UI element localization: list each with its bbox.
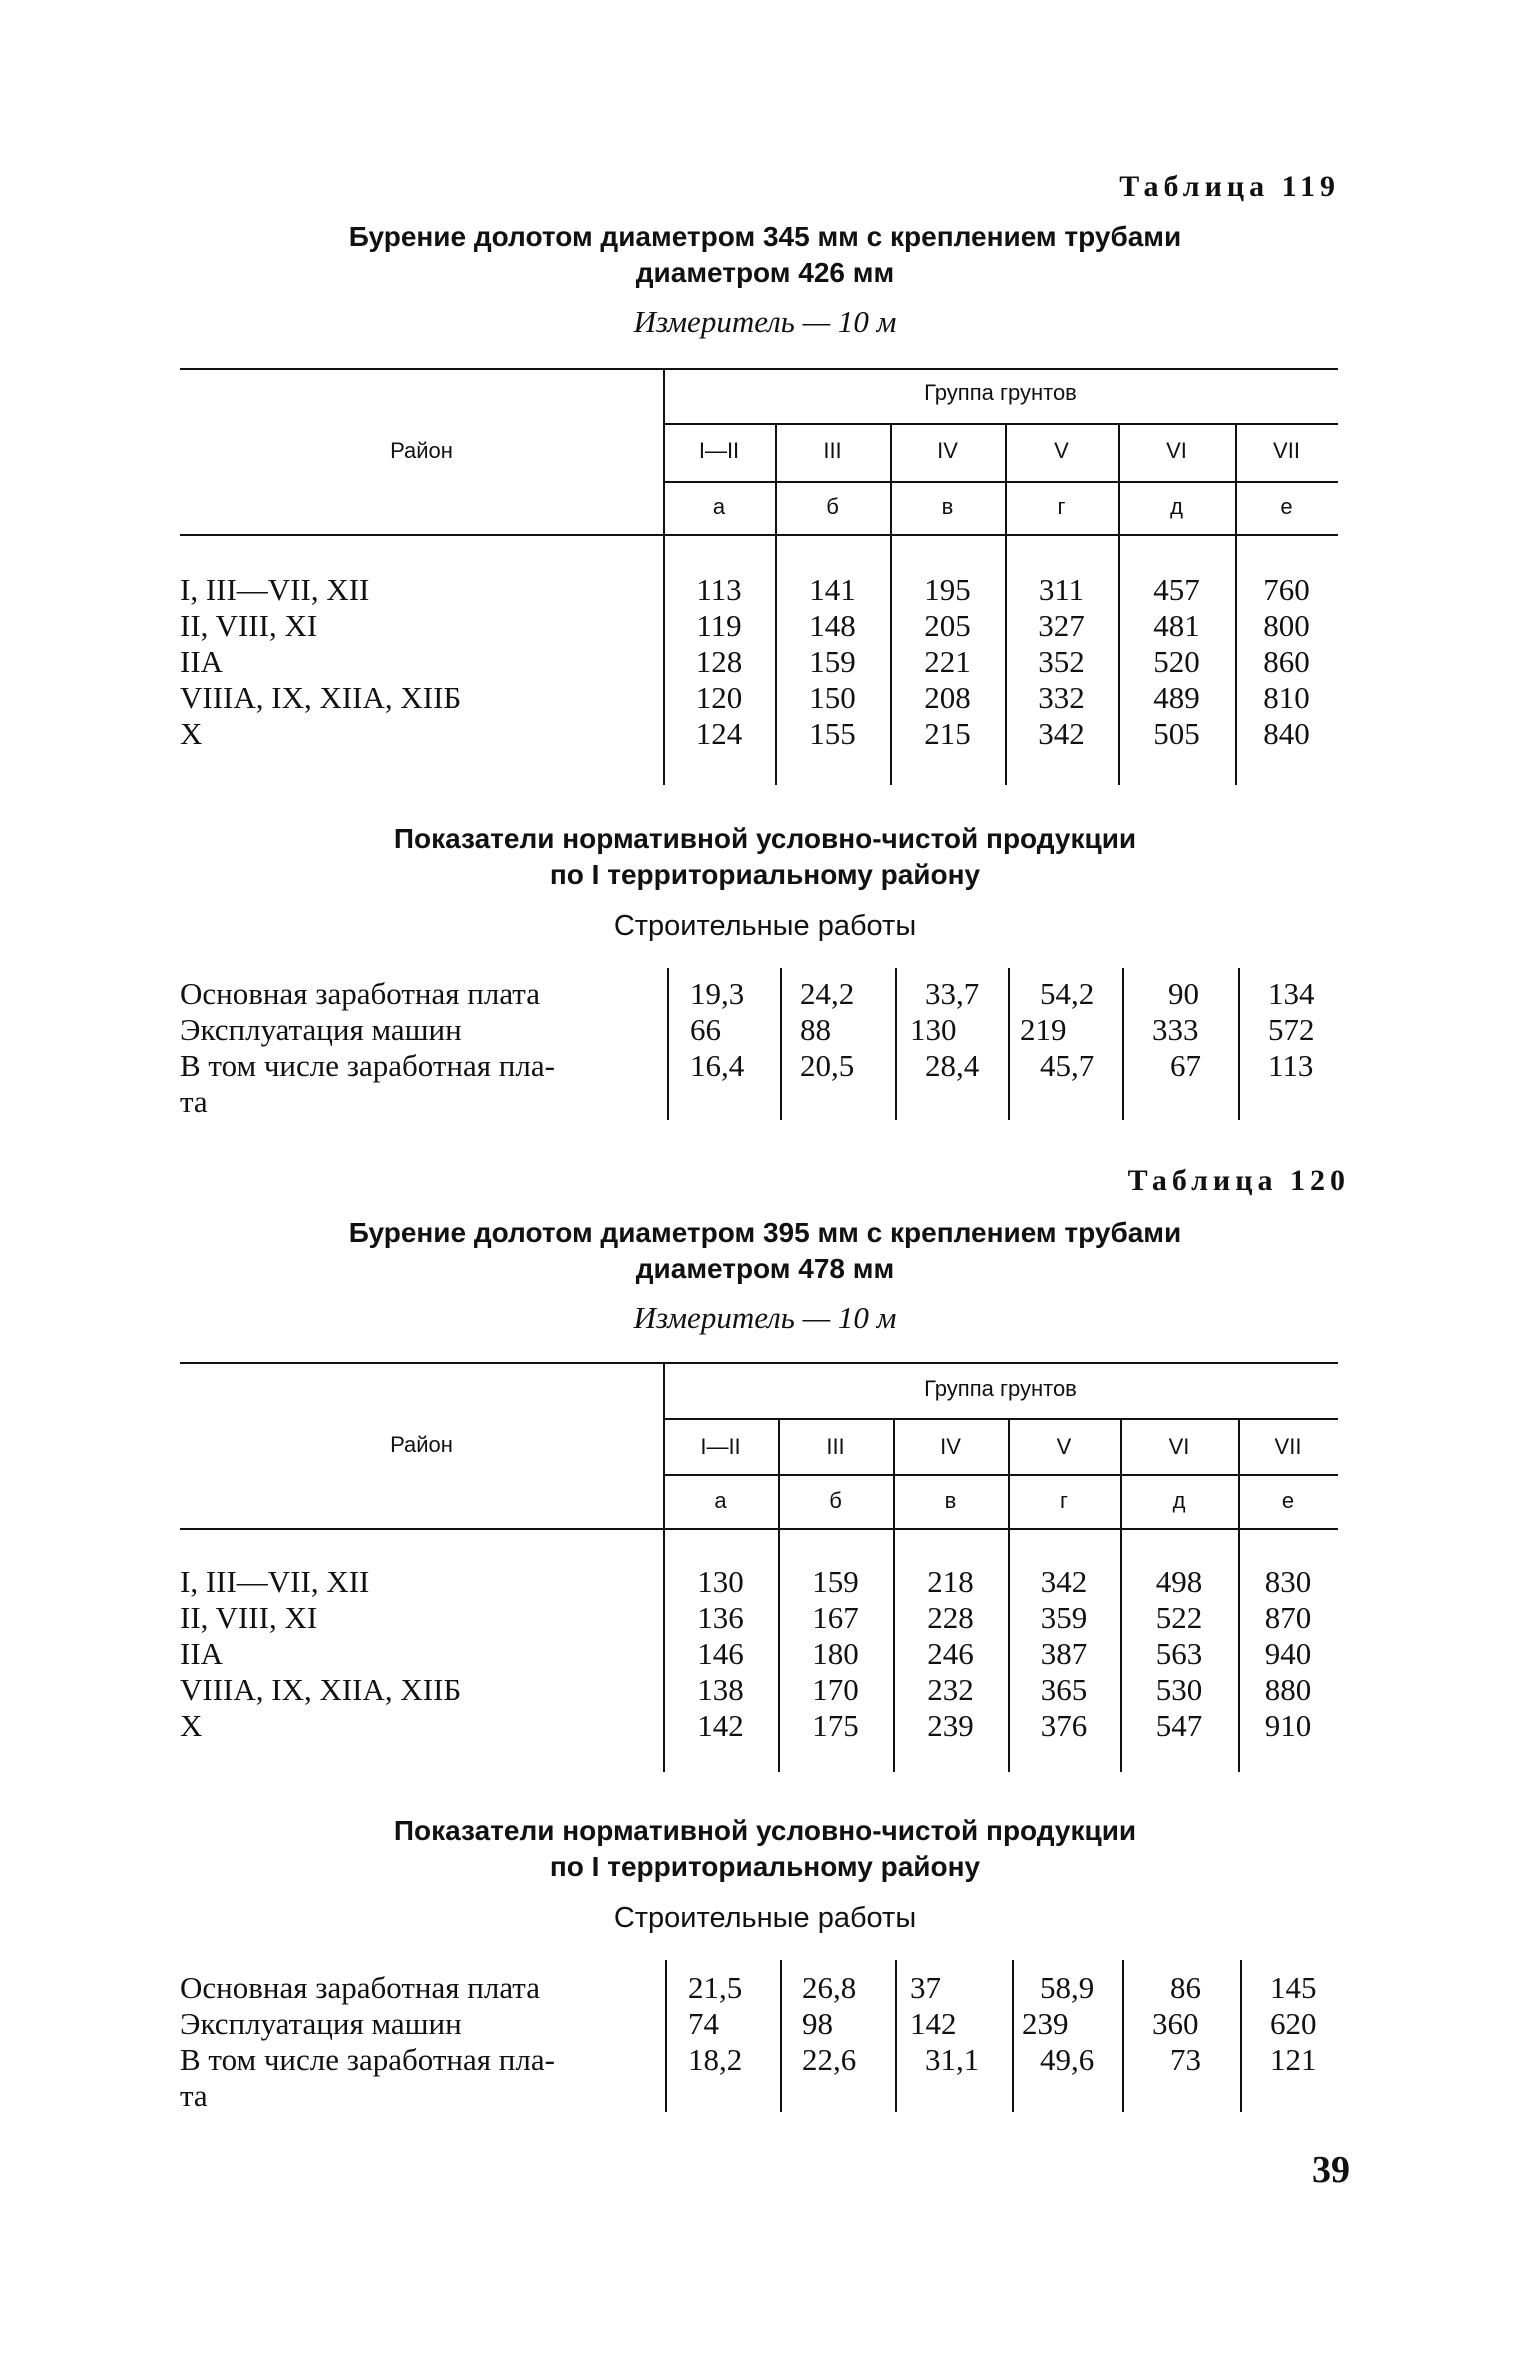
value-cell: 208 <box>924 680 971 715</box>
value-cell: 505 <box>1153 716 1200 751</box>
indicator-label: Основная заработная плата <box>180 1970 540 2005</box>
column-divider <box>1240 1960 1242 2112</box>
value-cell: 98 <box>802 2006 833 2041</box>
value-cell: 170 <box>812 1672 859 1707</box>
group-header: IV <box>937 438 958 463</box>
value-cell: 119 <box>696 608 742 643</box>
letter-header: б <box>826 494 839 519</box>
letter-header: г <box>1059 1488 1069 1513</box>
value-cell: 359 <box>1040 1600 1088 1635</box>
group-header: IV <box>940 1434 961 1459</box>
column-divider <box>1238 968 1240 1120</box>
value-cell: 327 <box>1038 608 1085 643</box>
value-cell: 120 <box>695 680 743 715</box>
indicator-label: Эксплуатация машин <box>180 1012 462 1047</box>
value-cell: 141 <box>809 572 856 607</box>
value-cell: 86 <box>1170 1970 1201 2005</box>
table-119-title-line1: Бурение долотом диаметром 345 мм с креплением трубами <box>348 221 1182 252</box>
letter-header: а <box>712 494 726 519</box>
region-header: Район <box>390 438 453 463</box>
value-cell: 134 <box>1268 976 1315 1011</box>
group-header: III <box>823 438 842 463</box>
value-cell: 19,3 <box>690 976 745 1011</box>
region-label: VIIIA, IX, XIIA, XIIБ <box>180 680 462 715</box>
letter-header: в <box>944 1488 957 1513</box>
value-cell: 31,1 <box>925 2042 980 2077</box>
letter-header: б <box>829 1488 842 1513</box>
region-label: I, III—VII, XII <box>180 572 370 607</box>
value-cell: 73 <box>1170 2042 1201 2077</box>
value-cell: 219 <box>1020 1012 1067 1047</box>
value-cell: 16,4 <box>690 1048 745 1083</box>
value-cell: 860 <box>1263 644 1310 679</box>
group-header: VII <box>1274 1434 1302 1459</box>
table-120-label: Таблица 120 <box>1127 1164 1350 1197</box>
value-cell: 21,5 <box>688 1970 743 2005</box>
letter-header: а <box>714 1488 727 1513</box>
value-cell: 33,7 <box>925 976 980 1011</box>
column-divider <box>1012 1960 1014 2112</box>
value-cell: 175 <box>812 1708 859 1743</box>
value-cell: 136 <box>697 1600 744 1635</box>
table-120-title-line2: диаметром 478 мм <box>635 1253 895 1284</box>
value-cell: 45,7 <box>1040 1048 1095 1083</box>
value-cell: 142 <box>910 2006 957 2041</box>
column-divider <box>895 1960 897 2112</box>
value-cell: 58,9 <box>1040 1970 1095 2005</box>
value-cell: 365 <box>1040 1672 1088 1707</box>
indicator-label-continuation: та <box>180 2078 208 2113</box>
letter-header: д <box>1170 494 1183 519</box>
value-cell: 113 <box>1268 1048 1314 1083</box>
table-120-title-line1: Бурение долотом диаметром 395 мм с креплением трубами <box>348 1217 1182 1248</box>
value-cell: 24,2 <box>800 976 855 1011</box>
rule <box>180 368 1338 370</box>
indicators-120-title-line2: по I территориальному району <box>549 1851 981 1882</box>
indicator-label: Эксплуатация машин <box>180 2006 462 2041</box>
value-cell: 352 <box>1038 644 1085 679</box>
value-cell: 159 <box>809 644 856 679</box>
value-cell: 130 <box>910 1012 957 1047</box>
value-cell: 360 <box>1152 2006 1199 2041</box>
value-cell: 311 <box>1038 572 1085 607</box>
group-header: VI <box>1166 438 1187 463</box>
page-number: 39 <box>1312 2149 1350 2191</box>
indicator-label: В том числе заработная пла- <box>180 1048 555 1083</box>
value-cell: 910 <box>1264 1708 1312 1743</box>
value-cell: 180 <box>812 1636 859 1671</box>
soil-group-header: Группа грунтов <box>924 380 1077 405</box>
indicators-119-title-line1: Показатели нормативной условно-чистой продукции <box>393 823 1137 854</box>
value-cell: 37 <box>910 1970 941 2005</box>
group-header: VII <box>1273 438 1300 463</box>
value-cell: 572 <box>1268 1012 1315 1047</box>
value-cell: 520 <box>1153 644 1200 679</box>
value-cell: 142 <box>697 1708 744 1743</box>
value-cell: 145 <box>1270 1970 1317 2005</box>
value-cell: 239 <box>927 1708 974 1743</box>
value-cell: 940 <box>1264 1636 1312 1671</box>
group-header: V <box>1056 1434 1072 1459</box>
value-cell: 457 <box>1153 572 1200 607</box>
value-cell: 880 <box>1264 1672 1312 1707</box>
value-cell: 195 <box>924 572 971 607</box>
indicators-119-subtitle: Строительные работы <box>613 910 917 942</box>
value-cell: 246 <box>927 1636 974 1671</box>
region-label: IIA <box>180 644 224 679</box>
letter-header: в <box>941 494 954 519</box>
letter-header: е <box>1280 494 1293 519</box>
value-cell: 148 <box>809 608 856 643</box>
value-cell: 332 <box>1038 680 1085 715</box>
group-header: I—II <box>698 438 740 463</box>
rule <box>180 534 1338 536</box>
value-cell: 387 <box>1040 1636 1088 1671</box>
value-cell: 130 <box>697 1564 744 1599</box>
value-cell: 66 <box>690 1012 721 1047</box>
indicators-120-subtitle: Строительные работы <box>613 1902 917 1934</box>
value-cell: 218 <box>927 1564 974 1599</box>
table-119-title-line2: диаметром 426 мм <box>635 257 895 288</box>
value-cell: 20,5 <box>800 1048 855 1083</box>
value-cell: 530 <box>1155 1672 1203 1707</box>
group-header: VI <box>1168 1434 1190 1459</box>
value-cell: 840 <box>1263 716 1310 751</box>
indicator-label-continuation: та <box>180 1084 208 1119</box>
table-119-label: Таблица 119 <box>1119 170 1340 203</box>
indicators-119-title-line2: по I территориальному району <box>549 859 981 890</box>
value-cell: 205 <box>924 608 971 643</box>
rule <box>663 1418 1338 1420</box>
value-cell: 830 <box>1264 1564 1312 1599</box>
value-cell: 481 <box>1153 608 1200 643</box>
rule <box>180 1528 1338 1530</box>
value-cell: 167 <box>812 1600 859 1635</box>
region-label: X <box>180 1708 203 1743</box>
value-cell: 342 <box>1038 716 1085 751</box>
group-header: V <box>1054 438 1069 463</box>
rule <box>663 1474 1338 1476</box>
value-cell: 146 <box>697 1636 744 1671</box>
value-cell: 215 <box>924 716 971 751</box>
value-cell: 498 <box>1155 1564 1203 1599</box>
value-cell: 376 <box>1040 1708 1088 1743</box>
value-cell: 239 <box>1022 2006 1069 2041</box>
indicator-label: В том числе заработная пла- <box>180 2042 555 2077</box>
column-divider <box>1122 1960 1124 2112</box>
column-divider <box>780 968 782 1120</box>
region-header: Район <box>390 1432 453 1457</box>
region-label: IIA <box>180 1636 224 1671</box>
column-divider <box>780 1960 782 2112</box>
value-cell: 870 <box>1264 1600 1312 1635</box>
value-cell: 54,2 <box>1040 976 1095 1011</box>
column-divider <box>895 968 897 1120</box>
value-cell: 18,2 <box>688 2042 743 2077</box>
value-cell: 67 <box>1170 1048 1201 1083</box>
value-cell: 155 <box>809 716 856 751</box>
value-cell: 22,6 <box>802 2042 857 2077</box>
value-cell: 128 <box>695 644 743 679</box>
value-cell: 121 <box>1270 2042 1317 2077</box>
letter-header: е <box>1281 1488 1295 1513</box>
region-label: II, VIII, XI <box>180 608 318 643</box>
column-divider <box>1008 968 1010 1120</box>
column-divider <box>667 968 669 1120</box>
value-cell: 620 <box>1270 2006 1317 2041</box>
value-cell: 232 <box>927 1672 974 1707</box>
value-cell: 88 <box>800 1012 831 1047</box>
value-cell: 760 <box>1263 572 1310 607</box>
value-cell: 810 <box>1263 680 1310 715</box>
soil-group-header: Группа грунтов <box>924 1376 1077 1401</box>
column-divider <box>665 1960 667 2112</box>
letter-header: г <box>1057 494 1066 519</box>
region-label: I, III—VII, XII <box>180 1564 370 1599</box>
region-label: X <box>180 716 203 751</box>
value-cell: 26,8 <box>802 1970 857 2005</box>
group-header: III <box>826 1434 845 1459</box>
value-cell: 124 <box>695 716 743 751</box>
value-cell: 221 <box>924 644 971 679</box>
indicators-120-title-line1: Показатели нормативной условно-чистой продукции <box>393 1815 1137 1846</box>
value-cell: 563 <box>1155 1636 1203 1671</box>
letter-header: д <box>1172 1488 1186 1513</box>
region-label: II, VIII, XI <box>180 1600 318 1635</box>
value-cell: 49,6 <box>1040 2042 1095 2077</box>
value-cell: 28,4 <box>925 1048 980 1083</box>
region-label: VIIIA, IX, XIIA, XIIБ <box>180 1672 462 1707</box>
value-cell: 138 <box>697 1672 744 1707</box>
value-cell: 150 <box>809 680 856 715</box>
value-cell: 228 <box>927 1600 974 1635</box>
value-cell: 74 <box>688 2006 719 2041</box>
indicator-label: Основная заработная плата <box>180 976 540 1011</box>
value-cell: 90 <box>1168 976 1199 1011</box>
value-cell: 522 <box>1155 1600 1203 1635</box>
value-cell: 800 <box>1263 608 1310 643</box>
value-cell: 159 <box>812 1564 859 1599</box>
table-120-unit: Измеритель — 10 м <box>633 1300 897 1335</box>
value-cell: 113 <box>696 572 742 607</box>
value-cell: 333 <box>1152 1012 1199 1047</box>
column-divider <box>1122 968 1124 1120</box>
value-cell: 489 <box>1153 680 1200 715</box>
table-119-unit: Измеритель — 10 м <box>633 304 897 339</box>
value-cell: 547 <box>1155 1708 1203 1743</box>
value-cell: 342 <box>1040 1564 1088 1599</box>
rule <box>180 1362 1338 1364</box>
group-header: I—II <box>700 1434 741 1459</box>
